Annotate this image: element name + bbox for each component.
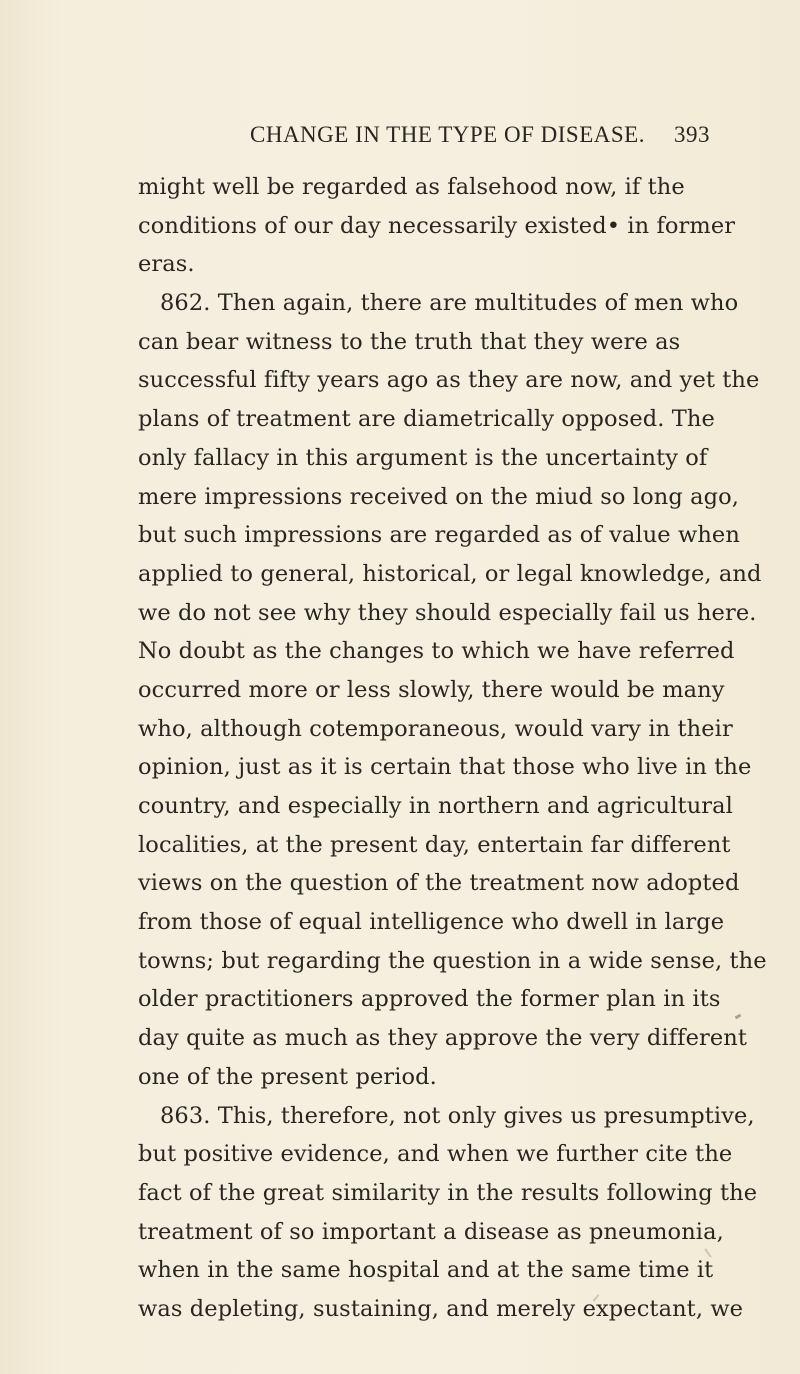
text-line: treatment of so important a disease as pneumonia, bbox=[138, 1218, 724, 1245]
paper-speck bbox=[735, 1014, 742, 1020]
text-line: towns; but regarding the question in a wide sense, the bbox=[138, 947, 767, 974]
text-line: only fallacy in this argument is the uncertainty of bbox=[138, 444, 708, 471]
text-line: older practitioners approved the former plan in its bbox=[138, 986, 721, 1013]
paragraph-862-start: 862. Then again, there are multitudes of men who bbox=[160, 290, 739, 317]
text-line: opinion, just as it is certain that those who live in the bbox=[138, 754, 752, 781]
paragraph-863-start: 863. This, therefore, not only gives us presumptive, bbox=[160, 1102, 755, 1129]
text-line: was depleting, sustaining, and merely expectant, we bbox=[138, 1295, 744, 1322]
running-title: CHANGE IN THE TYPE OF DISEASE. bbox=[250, 122, 645, 147]
text-line: eras. bbox=[138, 251, 195, 278]
text-line: views on the question of the treatment now adopted bbox=[138, 870, 740, 897]
text-line: we do not see why they should especially fail us here. bbox=[138, 599, 757, 626]
text-line: day quite as much as they approve the very different bbox=[138, 1025, 748, 1052]
text-line: fact of the great similarity in the results following the bbox=[138, 1179, 758, 1206]
text-line: plans of treatment are diametrically opposed. The bbox=[138, 406, 715, 433]
text-line: but positive evidence, and when we further cite the bbox=[138, 1141, 733, 1168]
text-line: No doubt as the changes to which we have referred bbox=[138, 638, 735, 665]
text-line: can bear witness to the truth that they were as bbox=[138, 328, 681, 355]
text-line: from those of equal intelligence who dwell in large bbox=[138, 909, 725, 936]
text-line: conditions of our day necessarily existed• in former bbox=[138, 212, 736, 239]
text-line: localities, at the present day, entertain far different bbox=[138, 831, 731, 858]
text-line: mere impressions received on the miud so long ago, bbox=[138, 483, 739, 510]
text-line: occurred more or less slowly, there would be many bbox=[138, 676, 725, 703]
running-head bbox=[138, 122, 710, 150]
text-line: country, and especially in northern and agricultural bbox=[138, 793, 733, 819]
text-line: one of the present period. bbox=[138, 1063, 437, 1090]
text-line: might well be regarded as falsehood now, if the bbox=[138, 174, 685, 200]
text-line: when in the same hospital and at the same time it bbox=[138, 1257, 714, 1284]
text-line: but such impressions are regarded as of value when bbox=[138, 522, 740, 549]
body-text bbox=[138, 168, 767, 1329]
text-line: applied to general, historical, or legal knowledge, and bbox=[138, 560, 762, 587]
text-line: who, although cotemporaneous, would vary in their bbox=[138, 715, 733, 742]
text-line: successful fifty years ago as they are now, and yet the bbox=[138, 367, 760, 394]
page-number: 393 bbox=[674, 122, 710, 147]
